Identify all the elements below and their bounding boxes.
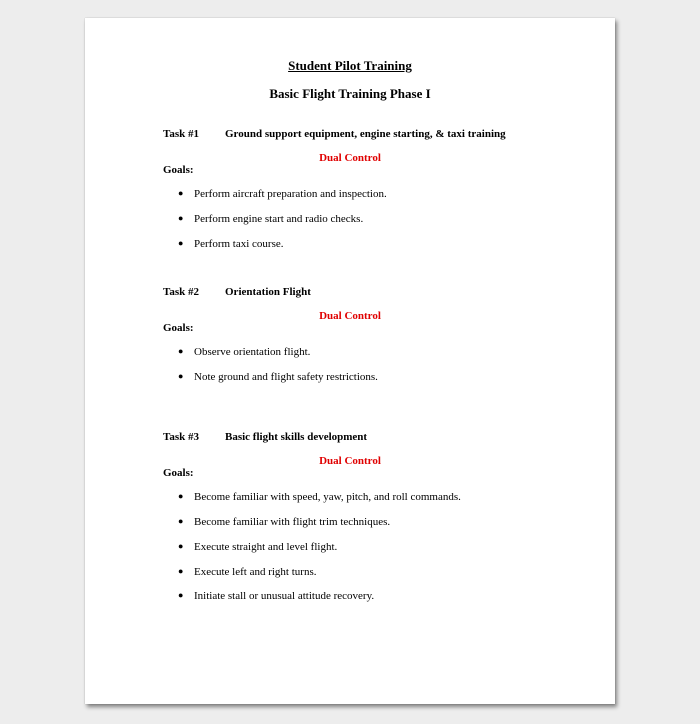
bullet-icon: ● [178, 238, 184, 248]
bullet-icon: ● [178, 346, 184, 356]
task-3-header [163, 431, 367, 443]
goal-text: Become familiar with speed, yaw, pitch, and roll commands. [194, 491, 461, 503]
list-item [178, 590, 374, 602]
bullet-icon: ● [178, 590, 184, 600]
goal-text: Execute left and right turns. [194, 566, 317, 578]
bullet-icon: ● [178, 213, 184, 223]
list-item [178, 371, 378, 383]
goal-text: Perform engine start and radio checks. [194, 213, 364, 225]
list-item [178, 566, 317, 578]
bullet-icon: ● [178, 541, 184, 551]
task-2-number: Task #2 [163, 286, 199, 298]
bullet-icon: ● [178, 566, 184, 576]
goal-text: Perform taxi course. [194, 238, 284, 250]
task-1-control: Dual Control [319, 152, 381, 164]
task-3-goals-label: Goals: [163, 467, 194, 479]
list-item [178, 491, 461, 503]
list-item [178, 188, 387, 200]
task-3-control: Dual Control [319, 455, 381, 467]
goal-text: Perform aircraft preparation and inspection. [194, 188, 387, 200]
goal-text: Note ground and flight safety restrictions. [194, 371, 378, 383]
task-1-number: Task #1 [163, 128, 199, 140]
goal-text: Become familiar with flight trim techniques. [194, 516, 391, 528]
document-title: Student Pilot Training [288, 58, 412, 73]
list-item [178, 238, 284, 250]
list-item [178, 213, 363, 225]
task-1-header [163, 128, 506, 140]
task-3-number: Task #3 [163, 431, 199, 443]
goal-text: Initiate stall or unusual attitude recovery. [194, 590, 375, 602]
bullet-icon: ● [178, 188, 184, 198]
list-item [178, 541, 337, 553]
task-2-header [163, 286, 311, 298]
bullet-icon: ● [178, 371, 184, 381]
document-page [85, 18, 615, 704]
bullet-icon: ● [178, 491, 184, 501]
task-1-goals-label: Goals: [163, 164, 194, 176]
goal-text: Execute straight and level flight. [194, 541, 338, 553]
task-2-goals-label: Goals: [163, 322, 194, 334]
bullet-icon: ● [178, 516, 184, 526]
task-2-name: Orientation Flight [225, 286, 311, 298]
task-3-name: Basic flight skills development [225, 431, 368, 443]
list-item [178, 516, 390, 528]
task-1-name: Ground support equipment, engine starting, & taxi training [225, 128, 506, 140]
goal-text: Observe orientation flight. [194, 346, 311, 358]
list-item [178, 346, 310, 358]
task-2-control: Dual Control [319, 310, 381, 322]
document-subtitle: Basic Flight Training Phase I [269, 86, 431, 101]
